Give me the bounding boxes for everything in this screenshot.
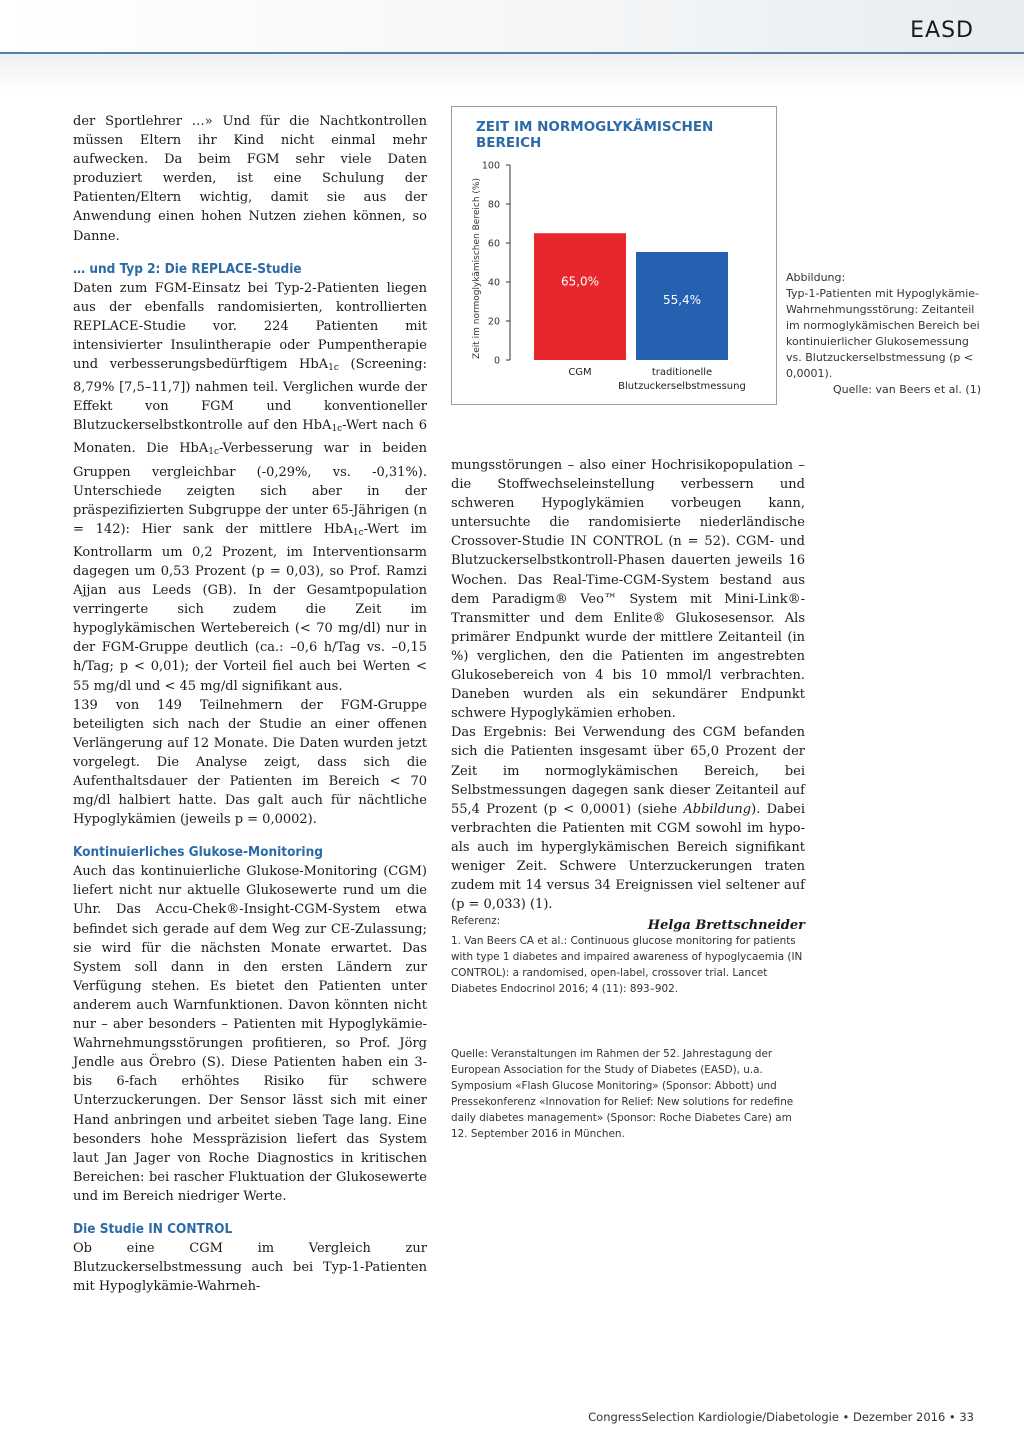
column-right: [451, 456, 805, 935]
reference-heading: Referenz:: [451, 915, 501, 927]
subheading: Die Studie IN CONTROL: [73, 1220, 233, 1237]
page-footer: CongressSelection Kardiologie/Diabetologie • Dezember 2016 • 33: [588, 1410, 974, 1424]
x-category-label: [568, 367, 591, 378]
subheading: Kontinuierliches Glukose-Monitoring: [73, 844, 323, 861]
y-tick-label: 40: [487, 277, 500, 289]
column-left: [73, 112, 427, 1296]
reference-block: [451, 913, 805, 997]
y-tick-label: 20: [487, 316, 500, 328]
source-label: Quelle:: [451, 1048, 488, 1060]
y-tick-label: 80: [487, 199, 500, 211]
x-category-line: CGM: [568, 367, 592, 378]
caption-text: Typ-1-Patienten mit Hypoglykämie-Wahrnehmungsstörung: Zeitanteil im normoglykämischen Bereich bei kontinuierlicher Glukosemessung vs. Blutzuckerselbstmessung (p < 0,0001).: [786, 287, 980, 380]
y-tick-label: 100: [481, 160, 500, 172]
caption-source: Quelle: van Beers et al. (1): [833, 383, 981, 396]
paragraph: [451, 723, 805, 914]
paragraph: 139 von 149 Teilnehmern der FGM-Gruppe beteiligten sich nach der Studie an einer offenen Verlängerung auf 12 Monate. Die Daten wurden jetzt vorgelegt. Die Analyse zeigt, dass sich die Aufenthaltsdauer der Patienten im Bereich < 70 mg/dl halbiert hatte. Das galt auch für nächtliche Hypoglykämien (jeweils p = 0,0002).: [73, 697, 427, 828]
paragraph: Auch das kontinuierliche Glukose-Monitoring (CGM) liefert nicht nur aktuelle Glukosewerte rund um die Uhr. Das Accu-Chek®-Insight-CGM-System etwa befindet sich gerade auf dem Weg zur CE-Zulassung; sie wird für die nächsten Monate erwartet. Das System soll dann in den ersten Ländern zur Verfügung stehen. Es bietet den Patienten unter anderem auch Warnfunktionen. Davon könnten nicht nur – aber besonders – Patienten mit Hypoglykämie-Wahrnehmungsstörungen profitieren, so Prof. Jörg Jendle aus Örebro (S). Diese Patienten haben ein 3- bis 6-fach erhöhtes Risiko für schwere Unterzuckerungen. Der Sensor lässt sich mit einer Hand anbringen und arbeitet sieben Tage lang. Eine besonders hohe Messpräzision liefert das System laut Jan Jager von Roche Diagnostics in kritischen Bereichen: bei rascher Fluktuation der Glukosewerte und im Bereich niedriger Werte.: [73, 864, 427, 1204]
bar-chart: [452, 107, 776, 404]
x-category-line: Blutzuckerselbstmessung: [618, 381, 746, 392]
text-run: ). Dabei verbrachten die Patienten mit CGM sowohl im hypo- als auch im hyperglykämischen Bereich signifikant weniger Zeit. Schwere Unterzuckerungen traten zudem mit 14 versus 34 Ereignissen viel seltener auf (p = 0,033) (1).: [451, 801, 806, 913]
paragraph: Daten zum FGM-Einsatz bei Typ-2-Patienten liegen aus der ebenfalls randomisierten, kontrollierten REPLACE-Studie vor. 224 Patienten mit intensivierter Insulintherapie oder Pumpentherapie und verbesserungsbedürftigem HbA$_{1c}$ (Screening: 8,79% [7,5–11,7]) nahmen teil. Verglichen wurde der Effekt von FGM und konventioneller Blutzuckerselbstkontrolle auf den HbA$_{1c}$-Wert nach 6 Monaten. Die HbA$_{1c}$-Verbesserung war in beiden Gruppen vergleichbar (-0,29%, vs. -0,31%). Unterschiede zeigten sich aber in der präspezifizierten Subgruppe der unter 65-Jährigen (n = 142): Hier sank der mittlere HbA$_{1c}$-Wert im Kontrollarm um 0,2 Prozent, im Interventionsarm dagegen um 0,53 Prozent (p = 0,03), so Prof. Ramzi Ajjan aus Leeds (GB). In der Gesamtpopulation verringerte sich zudem die Zeit im hypoglykämischen Wertebereich (< 70 mg/dl) nur in der FGM-Gruppe deutlich (ca.: –0,6 h/Tag vs. –0,15 h/Tag; p < 0,01); der Vorteil fiel auch bei Werten < 55 mg/dl und < 45 mg/dl signifikant aus.: [73, 280, 427, 694]
paragraph: der Sportlehrer …» Und für die Nachtkontrollen müssen Eltern ihr Kind nicht einmal mehr aufwecken. Da beim FGM sehr viele Daten produziert werden, ist eine Schulung der Patienten/Eltern wichtig, damit sie aus der Anwendung einen hohen Nutzen ziehen können, so Danne.: [73, 114, 427, 244]
x-category-line: traditionelle: [651, 367, 713, 378]
y-tick-label: 60: [487, 238, 500, 250]
source-text: Veranstaltungen im Rahmen der 52. Jahrestagung der European Association for the Study of Diabetes (EASD), u.a. Symposium «Flash Glucose Monitoring» (Sponsor: Abbott) und Pressekonferenz «Innovation for Relief: New solutions for redefine daily diabetes management» (Sponsor: Roche Diabetes Care) am 12. September 2016 in München.: [451, 1048, 794, 1140]
paragraph: Ob eine CGM im Vergleich zur Blutzuckerselbstmessung auch bei Typ-1-Patienten mit Hypoglykämie-Wahrneh-: [73, 1240, 427, 1295]
author-signature: Helga Brettschneider: [647, 918, 805, 934]
bar-value-label: 55,4%: [662, 292, 702, 307]
source-block: [451, 1046, 805, 1142]
figure-caption: [786, 270, 981, 398]
paragraph: mungsstörungen – also einer Hochrisikopopulation – die Stoffwechseleinstellung verbessern und schweren Hypoglykämien vorbeugen kann, untersuchte die randomisierte niederländische Crossover-Studie IN CONTROL (n = 52). CGM- und Blutzuckerselbstkontroll-Phasen dauerten jeweils 16 Wochen. Das Real-Time-CGM-System bestand aus dem Paradigm® Veo™ System mit Mini-Link®-Transmitter und dem Enlite® Glukosesensor. Als primärer Endpunkt wurde der mittlere Zeitanteil (in %) verglichen, den die Patienten im angestrebten Glukosebereich von 4 bis 10 mmol/l verbrachten. Daneben wurden als ein sekundärer Endpunkt schwere Hypoglykämien erhoben.: [451, 458, 805, 722]
figure-reference: Abbildung: [683, 801, 752, 817]
y-tick-label: 0: [493, 355, 500, 367]
x-category-label: [618, 367, 746, 392]
bar-value-label: 65,0%: [560, 274, 600, 289]
caption-label: Abbildung:: [786, 271, 846, 284]
subheading: … und Typ 2: Die REPLACE-Studie: [73, 260, 302, 277]
bar: [534, 233, 626, 360]
figure-box: [451, 106, 777, 405]
section-label: EASD: [910, 18, 974, 43]
y-axis-label: Zeit im normoglykämischen Bereich (%): [472, 178, 482, 359]
reference-text: 1. Van Beers CA et al.: Continuous glucose monitoring for patients with type 1 diabetes and impaired awareness of hypoglycaemia (IN CONTROL): a randomised, open-label, crossover trial. Lancet Diabetes Endocrinol 2016; 4 (11): 893–902.: [451, 935, 803, 995]
text-run: Das Ergebnis: Bei Verwendung des CGM befanden sich die Patienten insgesamt über 65,0 Prozent der Zeit im normoglykämischen Bereich, bei Selbstmessungen dagegen sank dieser Zeitanteil auf 55,4 Prozent (p < 0,0001) (siehe: [451, 725, 805, 817]
header-bar: [0, 0, 1024, 54]
header-shade: [0, 54, 1024, 94]
chart-title: ZEIT IM NORMOGLYKÄMISCHEN BEREICH: [476, 119, 714, 151]
